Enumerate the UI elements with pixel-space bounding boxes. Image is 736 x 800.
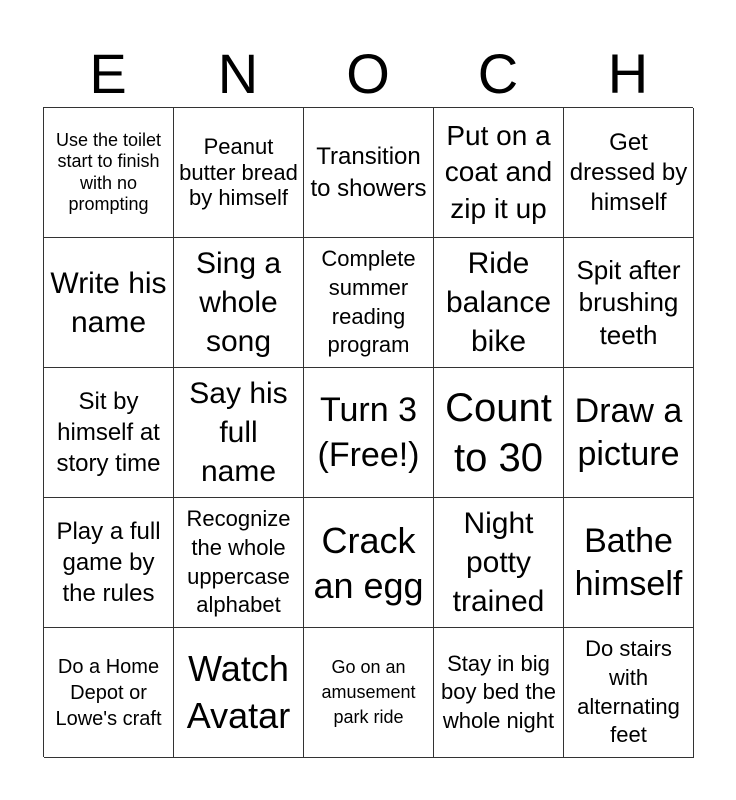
bingo-cell-3-5[interactable] — [564, 368, 694, 498]
bingo-cell-5-1[interactable] — [44, 628, 174, 758]
bingo-cell-1-1[interactable] — [44, 108, 174, 238]
bingo-cell-text: Peanut butter bread by himself — [179, 133, 298, 211]
bingo-cell-text: Go on an amusement park ride — [321, 656, 416, 728]
bingo-cell-text: Spit after brushing teeth — [576, 254, 681, 350]
bingo-cell-text: Night potty trained — [452, 507, 545, 618]
bingo-cell-1-3[interactable] — [304, 108, 434, 238]
bingo-cell-4-1[interactable] — [44, 498, 174, 628]
header-letter-e: E — [89, 42, 127, 105]
bingo-cell-4-3[interactable] — [304, 498, 434, 628]
bingo-header — [43, 40, 693, 108]
bingo-cell-3-1[interactable] — [44, 368, 174, 498]
bingo-cell-4-4[interactable] — [434, 498, 564, 628]
bingo-cell-2-5[interactable] — [564, 238, 694, 368]
bingo-cell-text: Complete summer reading program — [321, 246, 416, 358]
bingo-cell-2-3[interactable] — [304, 238, 434, 368]
bingo-cell-text: Write his name — [50, 266, 167, 339]
bingo-cell-text: Stay in big boy bed the whole night — [441, 650, 556, 733]
bingo-cell-text: Use the toilet start to finish with no prompting — [55, 130, 162, 214]
bingo-cell-text: Do stairs with alternating feet — [577, 636, 680, 748]
bingo-cell-2-1[interactable] — [44, 238, 174, 368]
header-letter-c: C — [477, 42, 519, 105]
bingo-cell-1-5[interactable] — [564, 108, 694, 238]
bingo-cell-5-2[interactable] — [174, 628, 304, 758]
bingo-cell-4-5[interactable] — [564, 498, 694, 628]
bingo-cell-2-2[interactable] — [174, 238, 304, 368]
bingo-cell-5-5[interactable] — [564, 628, 694, 758]
bingo-cell-text: Turn 3 (Free!) — [317, 391, 420, 474]
bingo-cell-5-4[interactable] — [434, 628, 564, 758]
bingo-cell-text: Play a full game by the rules — [56, 517, 161, 608]
bingo-cell-text: Sit by himself at story time — [56, 387, 161, 478]
bingo-cell-text: Count to 30 — [445, 385, 552, 480]
bingo-cell-text: Bathe himself — [574, 522, 683, 603]
header-letter-o: O — [346, 42, 390, 105]
bingo-cell-text: Transition to showers — [310, 143, 427, 202]
bingo-cell-text: Ride balance bike — [445, 247, 552, 358]
bingo-cell-text: Watch Avatar — [186, 647, 291, 736]
bingo-cell-1-2[interactable] — [174, 108, 304, 238]
bingo-cell-text: Recognize the whole uppercase alphabet — [186, 506, 291, 618]
bingo-cell-text: Crack an egg — [313, 519, 424, 606]
bingo-cell-4-2[interactable] — [174, 498, 304, 628]
bingo-cell-text: Do a Home Depot or Lowe's craft — [55, 655, 162, 730]
bingo-cell-text: Say his full name — [189, 377, 288, 488]
header-letter-n: N — [217, 42, 259, 105]
bingo-cell-2-4[interactable] — [434, 238, 564, 368]
bingo-cell-text: Sing a whole song — [195, 247, 282, 358]
bingo-cell-text: Draw a picture — [574, 392, 683, 473]
bingo-cell-text: Get dressed by himself — [569, 128, 688, 216]
bingo-cell-5-3[interactable] — [304, 628, 434, 758]
header-letter-h: H — [607, 42, 649, 105]
bingo-cell-1-4[interactable] — [434, 108, 564, 238]
bingo-cell-3-3[interactable] — [304, 368, 434, 498]
bingo-cell-text: Put on a coat and zip it up — [444, 119, 553, 224]
bingo-cell-3-2[interactable] — [174, 368, 304, 498]
bingo-cell-3-4[interactable] — [434, 368, 564, 498]
bingo-card-grid — [43, 107, 693, 757]
